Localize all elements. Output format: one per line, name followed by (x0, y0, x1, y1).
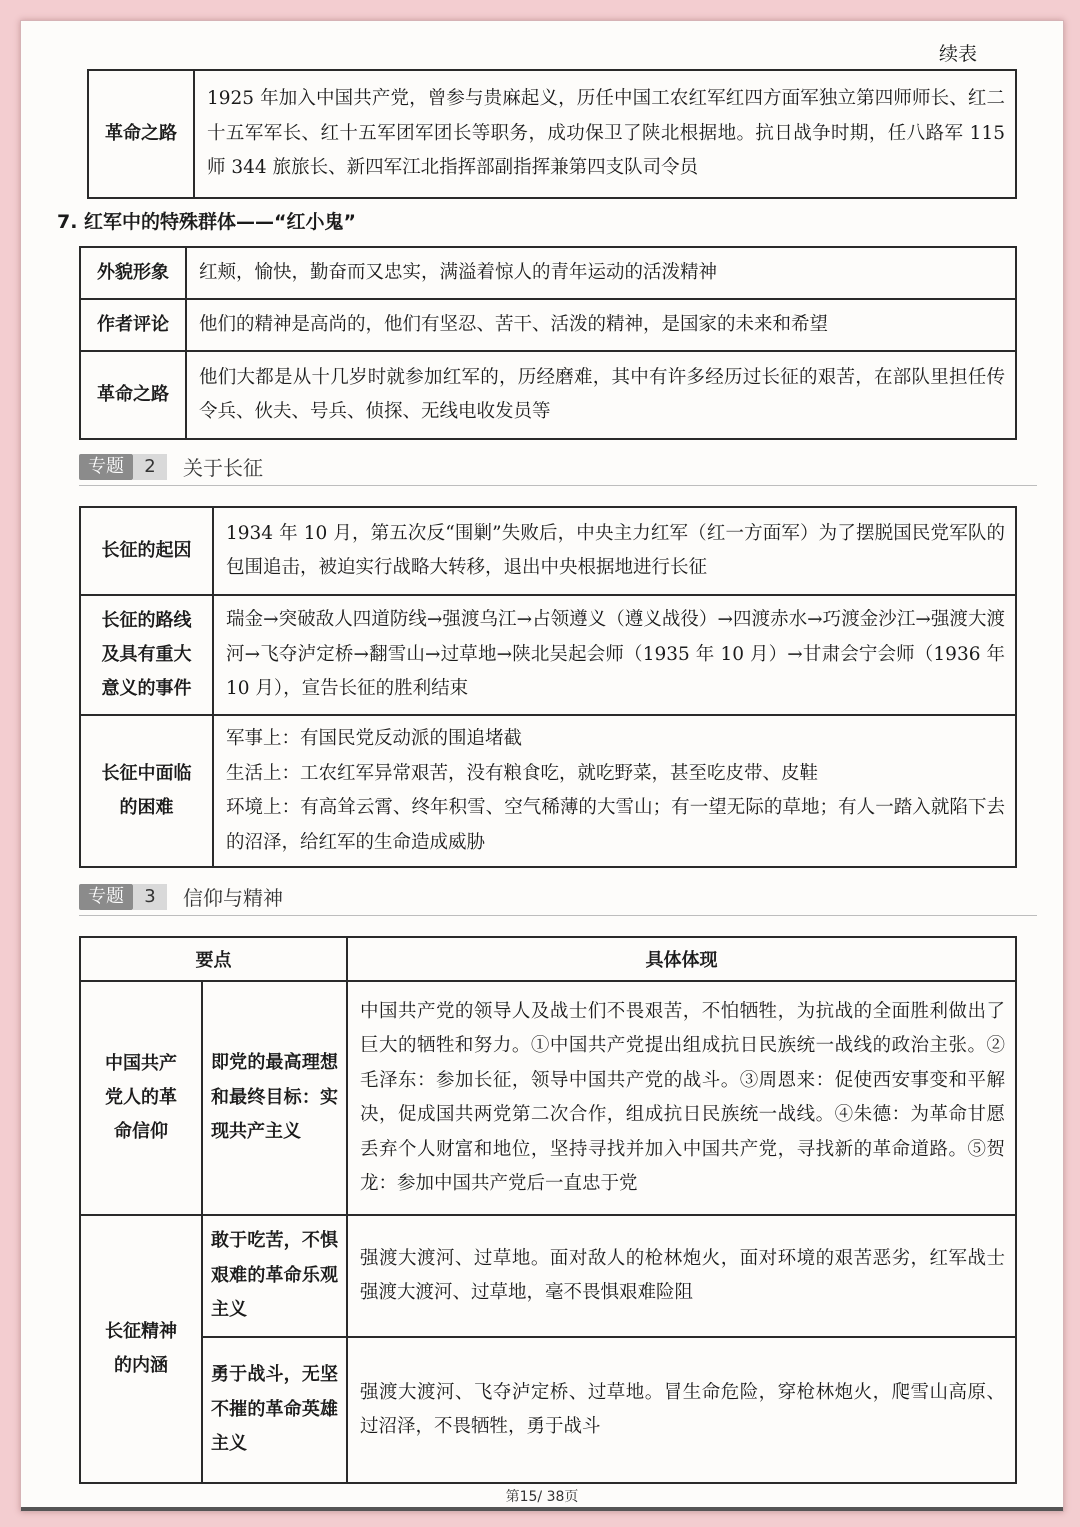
row-text: 红颊，愉快，勤奋而又忠实，满溢着惊人的青年运动的活泼精神 (186, 247, 1016, 299)
row-text: 强渡大渡河、过草地。面对敌人的枪林炮火，面对环境的艰苦恶劣，红军战士强渡大渡河、过草地，毫不畏惧艰难险阻 (347, 1215, 1016, 1337)
row-line: 生活上：工农红军异常艰苦，没有粮食吃，就吃野菜，甚至吃皮带、皮鞋 (226, 762, 819, 784)
header-key-points: 要点 (80, 937, 347, 981)
topic-header (79, 881, 1037, 915)
topic-divider (79, 915, 1037, 916)
topic-number: 3 (133, 884, 167, 910)
row-text: 1925 年加入中国共产党，曾参与贵麻起义，历任中国工农红军红四方面军独立第四师师长、红二十五军军长、红十五军团军团长等职务，成功保卫了陕北根据地。抗日战争时期，任八路军 115 师 344 旅旅长、新四军江北指挥部副指挥兼第四支队司令员 (194, 70, 1016, 198)
group-label: 中国共产党人的革命信仰 (80, 981, 202, 1215)
topic-title: 信仰与精神 (183, 886, 283, 910)
continued-label: 续表 (938, 43, 977, 65)
table-row (80, 351, 1016, 439)
row-label: 长征的路线及具有重大意义的事件 (80, 595, 213, 715)
table-row (88, 70, 1016, 198)
topic-header (79, 451, 1037, 485)
continued-table (87, 69, 1017, 199)
sub-label: 敢于吃苦，不惧艰难的革命乐观主义 (202, 1215, 347, 1337)
document-page (20, 20, 1064, 1512)
sub-label: 勇于战斗，无坚不摧的革命英雄主义 (202, 1337, 347, 1483)
topic-badge: 专题 (79, 454, 133, 480)
row-label: 长征的起因 (80, 507, 213, 595)
row-text: 强渡大渡河、飞夺泸定桥、过草地。冒生命危险，穿枪林炮火，爬雪山高原、过沼泽，不畏牺牲，勇于战斗 (347, 1337, 1016, 1483)
table-header-row (80, 937, 1016, 981)
table-row (80, 595, 1016, 715)
row-label: 革命之路 (80, 351, 186, 439)
row-text (213, 715, 1016, 867)
table-row (80, 981, 1016, 1215)
row-label: 作者评论 (80, 299, 186, 351)
topic-divider (79, 485, 1037, 486)
header-manifestation: 具体体现 (347, 937, 1016, 981)
long-march-table (79, 506, 1017, 868)
row-label: 长征中面临的困难 (80, 715, 213, 867)
footer-rule (21, 1507, 1063, 1511)
row-text: 他们大都是从十几岁时就参加红军的，历经磨难，其中有许多经历过长征的艰苦，在部队里担任传令兵、伙夫、号兵、侦探、无线电收发员等 (186, 351, 1016, 439)
table-row (80, 715, 1016, 867)
row-line: 环境上：有高耸云霄、终年积雪、空气稀薄的大雪山；有一望无际的草地；有人一踏入就陷下去的沼泽，给红军的生命造成威胁 (226, 797, 1005, 853)
topic-title: 关于长征 (183, 456, 263, 480)
topic-number: 2 (133, 454, 167, 480)
group-label: 长征精神的内涵 (80, 1215, 202, 1483)
table-row (80, 247, 1016, 299)
row-label: 外貌形象 (80, 247, 186, 299)
row-line: 军事上：有国民党反动派的围追堵截 (226, 728, 523, 749)
table-row (80, 1337, 1016, 1483)
topic-badge: 专题 (79, 884, 133, 910)
row-text: 中国共产党的领导人及战士们不畏艰苦，不怕牺牲，为抗战的全面胜利做出了巨大的牺牲和努力。①中国共产党提出组成抗日民族统一战线的政治主张。②毛泽东：参加长征，领导中国共产党的战斗。③周恩来：促使西安事变和平解决，促成国共两党第二次合作，组成抗日民族统一战线。④朱德：为革命甘愿丢弃个人财富和地位，坚持寻找并加入中国共产党，寻找新的革命道路。⑤贺龙：参加中国共产党后一直忠于党 (347, 981, 1016, 1215)
row-label: 革命之路 (88, 70, 194, 198)
table-row (80, 1215, 1016, 1337)
table-row (80, 299, 1016, 351)
row-text: 1934 年 10 月，第五次反“围剿”失败后，中央主力红军（红一方面军）为了摆脱国民党军队的包围追击，被迫实行战略大转移，退出中央根据地进行长征 (213, 507, 1016, 595)
belief-spirit-table (79, 936, 1017, 1484)
sub-label: 即党的最高理想和最终目标：实现共产主义 (202, 981, 347, 1215)
row-text: 他们的精神是高尚的，他们有坚忍、苦干、活泼的精神，是国家的未来和希望 (186, 299, 1016, 351)
row-text: 瑞金→突破敌人四道防线→强渡乌江→占领遵义（遵义战役）→四渡赤水→巧渡金沙江→强渡大渡河→飞夺泸定桥→翻雪山→过草地→陕北吴起会师（1935 年 10 月）→甘肃会宁会师（1936 年 10 月），宣告长征的胜利结束 (213, 595, 1016, 715)
section-heading: 7. 红军中的特殊群体——“红小鬼” (57, 211, 357, 233)
table-row (80, 507, 1016, 595)
red-little-devils-table (79, 246, 1017, 440)
page-number: 第15/ 38页 (505, 1489, 579, 1505)
